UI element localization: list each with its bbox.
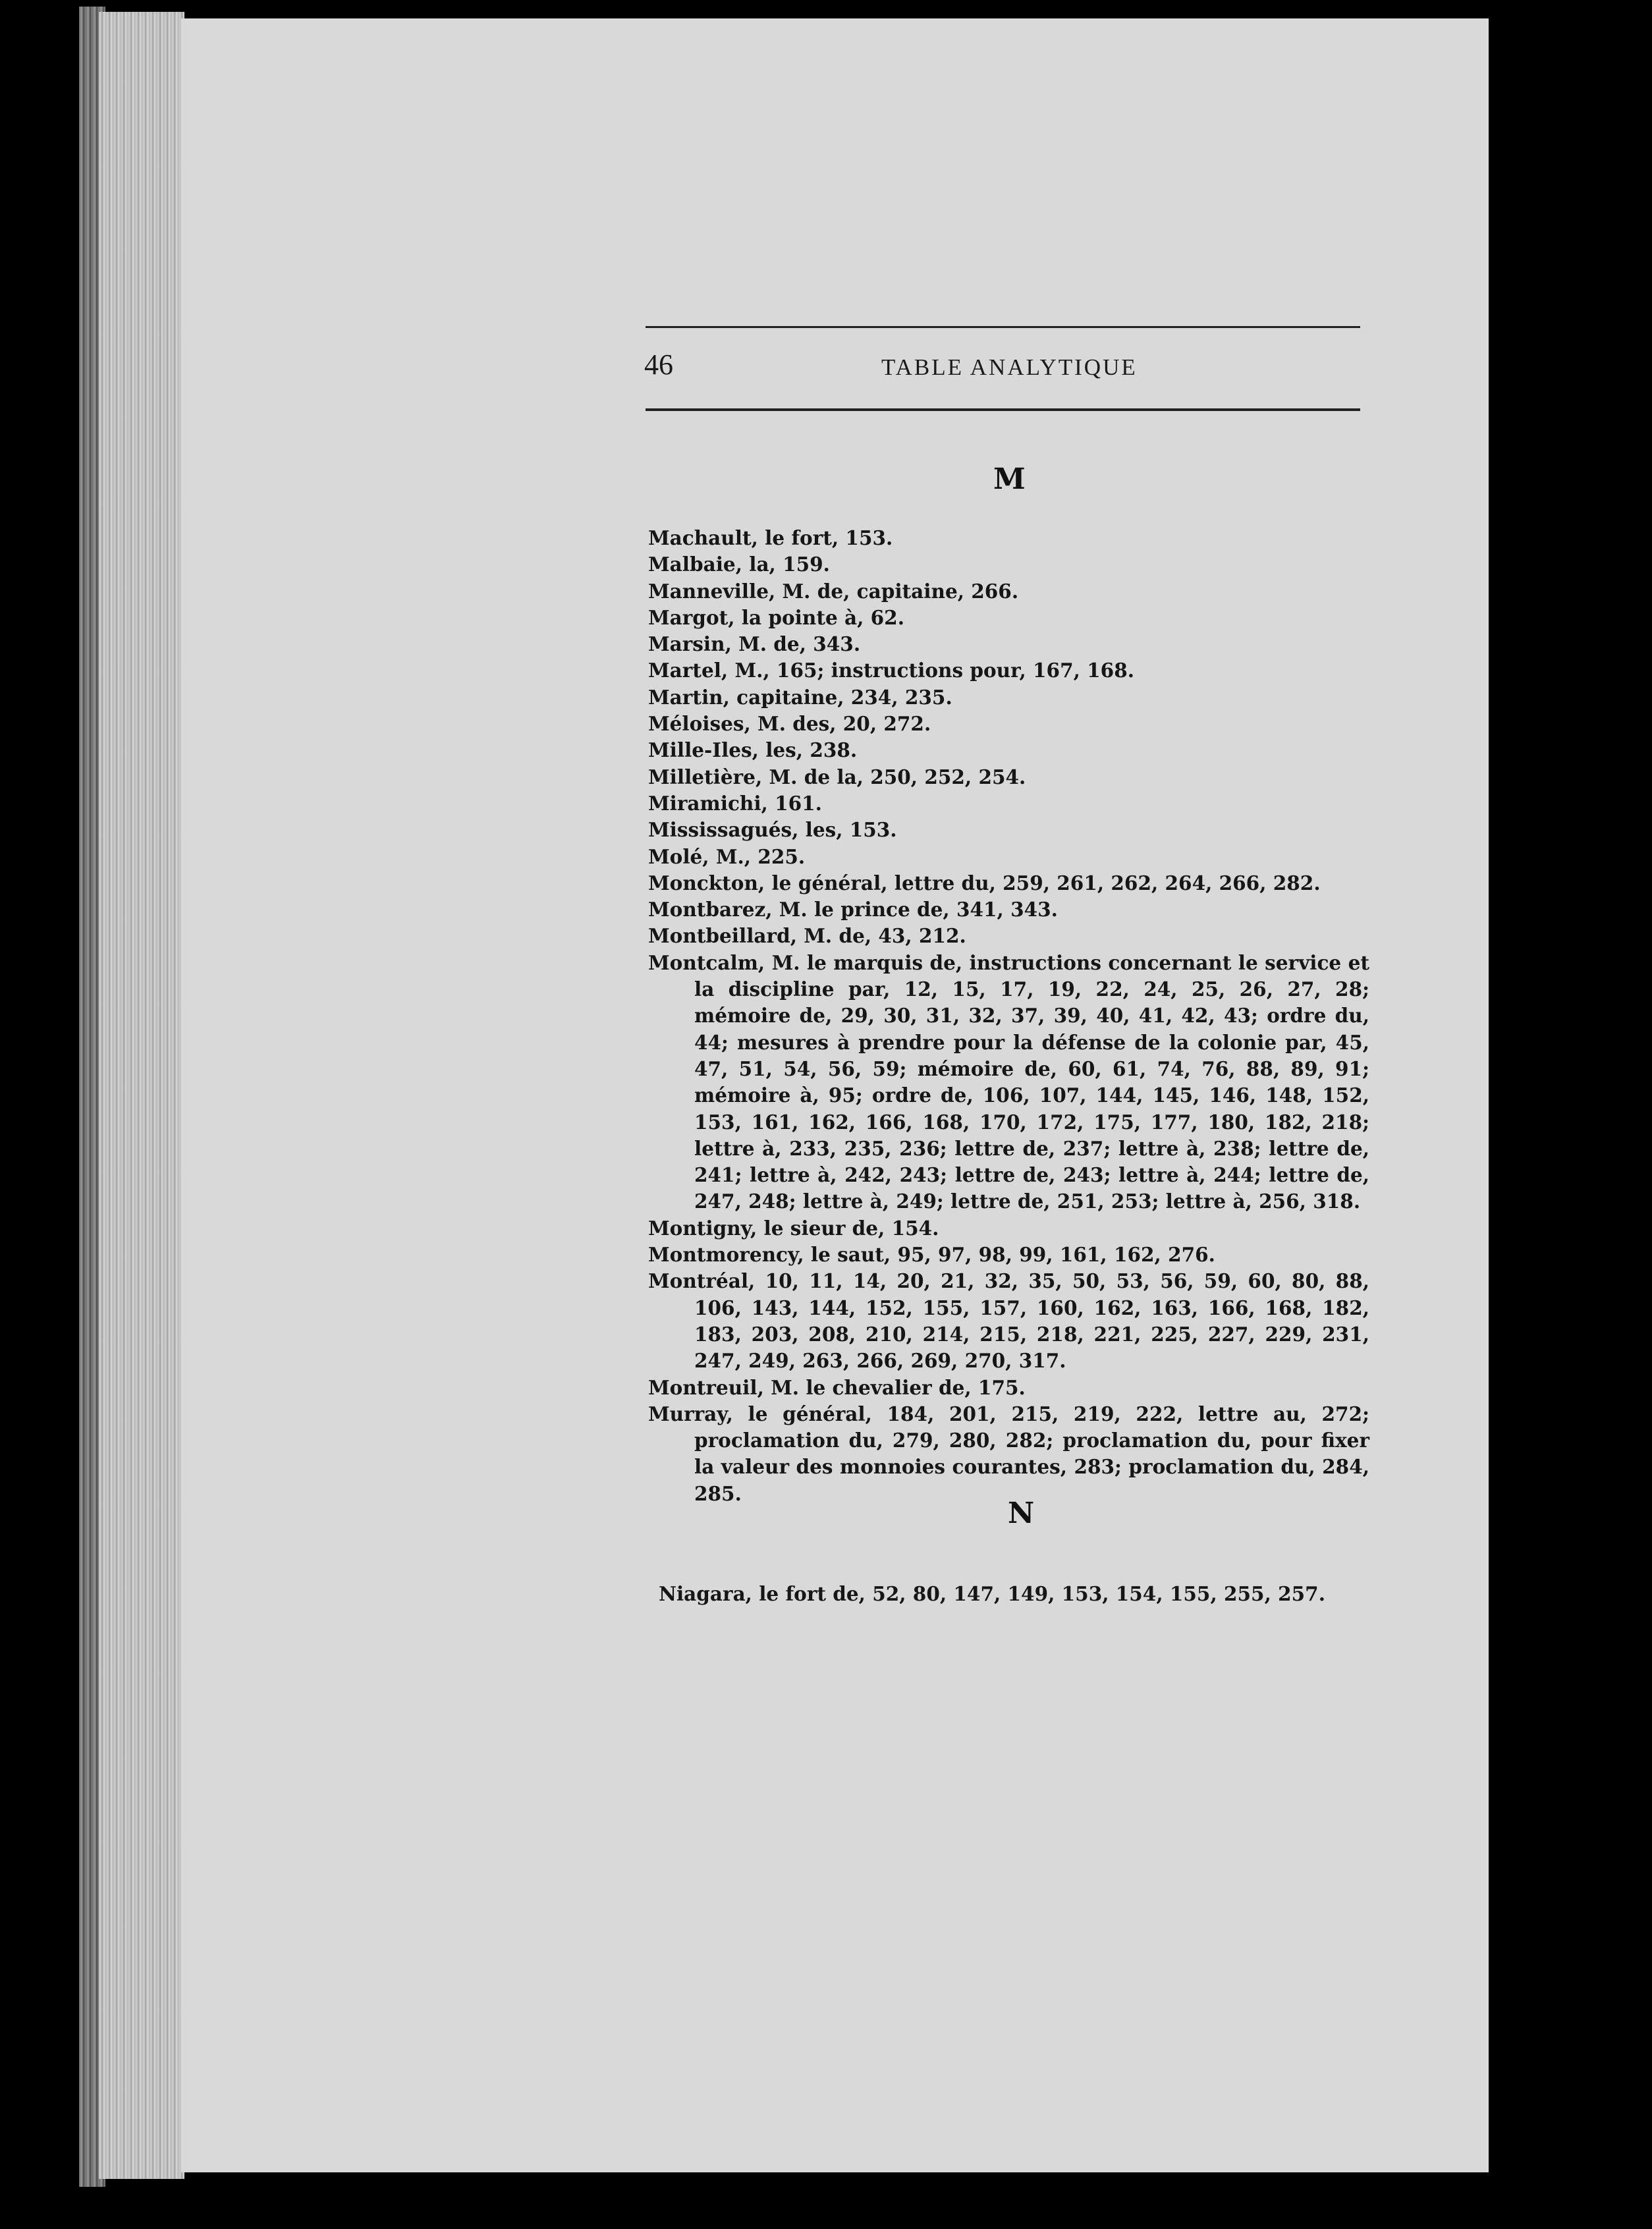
section-letter-n: N — [1008, 1497, 1035, 1530]
index-entry: Mississagués, les, 153. — [648, 818, 897, 842]
index-entries-m — [648, 525, 1369, 1507]
index-entry: Milletière, M. de la, 250, 252, 254. — [648, 765, 1026, 788]
index-entry: Montreuil, M. le chevalier de, 175. — [648, 1375, 1026, 1399]
header-rule-bottom — [646, 408, 1360, 411]
section-letter-m: M — [993, 462, 1026, 496]
index-entry: Montbarez, M. le prince de, 341, 343. — [648, 898, 1058, 922]
index-entry: Mille-Iles, les, 238. — [648, 738, 858, 762]
index-entry: Machault, le fort, 153. — [648, 526, 893, 549]
index-entry: Niagara, le fort de, 52, 80, 147, 149, 153, 154, 155, 255, 257. — [659, 1582, 1325, 1605]
index-entry: Molé, M., 225. — [648, 844, 806, 868]
index-entry: Montigny, le sieur de, 154. — [648, 1216, 939, 1240]
index-entry: Montcalm, M. le marquis de, instructions concernant le service et la discipline par, 12, 15, 17, 19, 22, 24, 25, 26, 27, 28; mémoire de, 29, 30, 31, 32, 37, 39, 40, 41, 42, 43; ordre du, 44; mesures à prendre pour la défense de la colonie par, 45, 47, 51, 54, 56, 59; mémoire de, 60, 61, 74, 76, 88, 89, 91; mémoire à, 95; ordre de, 106, 107, 144, 145, 146, 148, 152, 153, 161, 162, 166, 168, 170, 172, 175, 177, 180, 182, 218; lettre à, 233, 235, 236; lettre de, 237; lettre à, 238; lettre de, 241; lettre à, 242, 243; lettre de, 243; lettre à, 244; lettre de, 247, 248; lettre à, 249; lettre de, 251, 253; lettre à, 256, 318. — [648, 950, 1369, 1213]
index-entry: Manneville, M. de, capitaine, 266. — [648, 579, 1019, 603]
index-entry: Méloises, M. des, 20, 272. — [648, 712, 931, 736]
index-entry: Margot, la pointe à, 62. — [648, 605, 904, 629]
index-entry: Montmorency, le saut, 95, 97, 98, 99, 161, 162, 276. — [648, 1243, 1215, 1267]
index-entry: Miramichi, 161. — [648, 791, 822, 815]
index-entry: Marsin, M. de, 343. — [648, 632, 861, 656]
index-entry: Montbeillard, M. de, 43, 212. — [648, 924, 966, 948]
index-entry: Malbaie, la, 159. — [648, 553, 830, 576]
index-entry: Murray, le général, 184, 201, 215, 219, 222, lettre au, 272; proclamation du, 279, 280, 282; proclamation du, pour fixer la valeur des monnoies courantes, 283; proclamation du, 284, 285. — [648, 1402, 1369, 1505]
index-entry: Montréal, 10, 11, 14, 20, 21, 32, 35, 50, 53, 56, 59, 60, 80, 88, 106, 143, 144, 152, 155, 157, 160, 162, 163, 166, 168, 182, 183, 203, 208, 210, 214, 215, 218, 221, 225, 227, 229, 231, 247, 249, 263, 266, 269, 270, 317. — [648, 1269, 1369, 1373]
book-page-edges — [99, 12, 184, 2179]
index-entry: Martel, M., 165; instructions pour, 167, 168. — [648, 659, 1134, 682]
index-entry: Monckton, le général, lettre du, 259, 261, 262, 264, 266, 282. — [648, 871, 1321, 894]
running-head: TABLE ANALYTIQUE — [881, 354, 1138, 380]
index-entry: Martin, capitaine, 234, 235. — [648, 685, 952, 709]
index-entries-n — [659, 1581, 1383, 1607]
page-number: 46 — [644, 348, 673, 381]
header-rule-top — [646, 326, 1360, 328]
